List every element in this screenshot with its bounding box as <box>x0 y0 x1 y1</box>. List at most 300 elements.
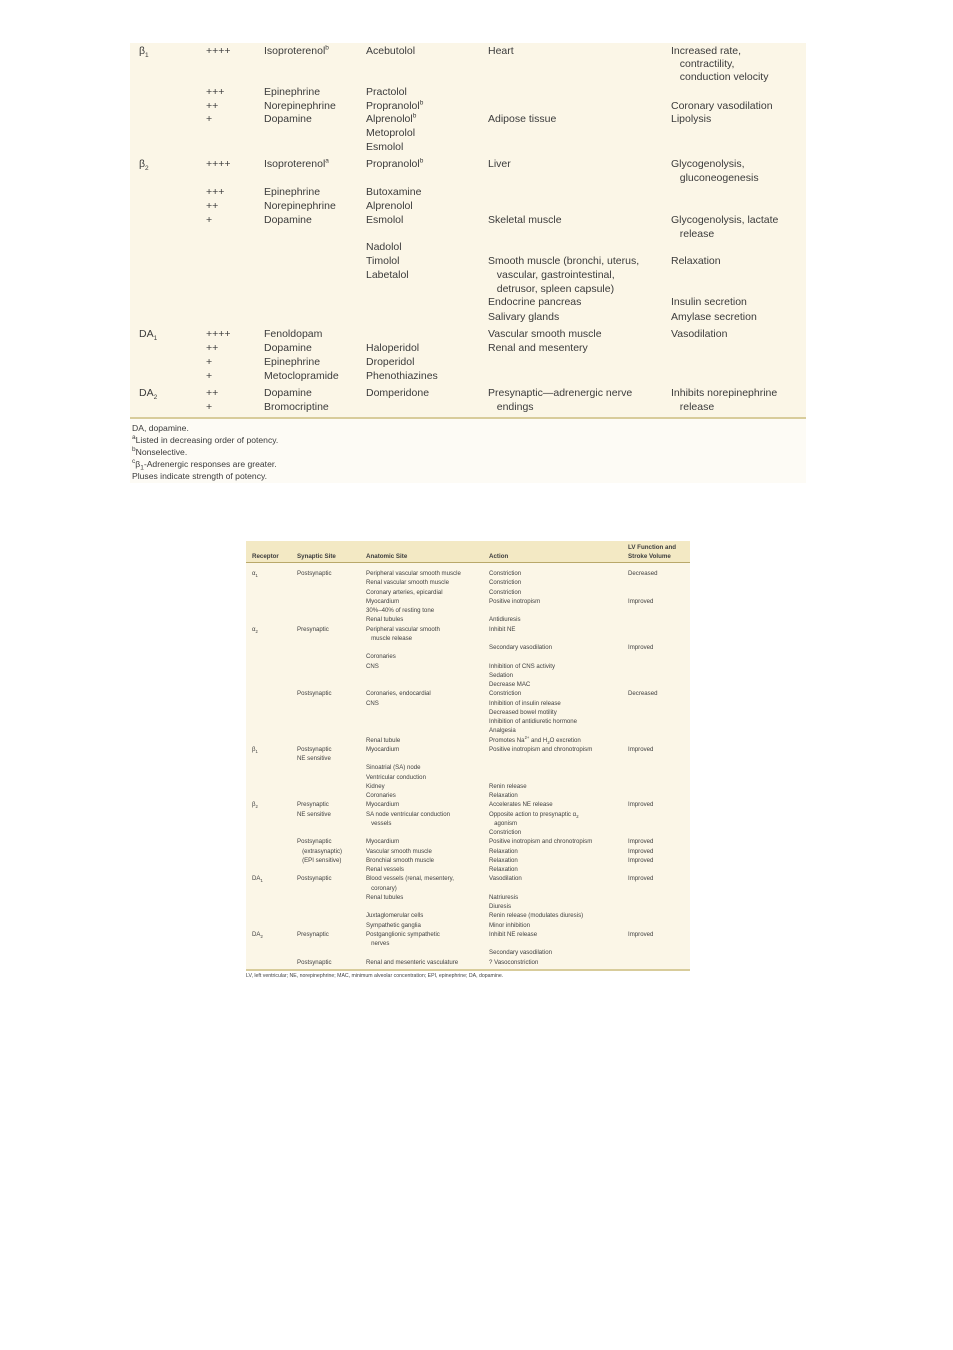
table-row <box>246 773 690 782</box>
footnote-a <box>132 434 278 446</box>
action-cell <box>489 662 555 671</box>
footnote-mark: b <box>419 99 424 107</box>
potency-cell: ++++ <box>206 45 231 57</box>
header-lv-function-line1: LV Function and <box>628 544 677 551</box>
response-cell: Relaxation <box>671 255 721 267</box>
response-cell: Lipolysis <box>671 113 712 125</box>
action-text: Sedation <box>489 671 514 679</box>
agonist-name: Metoclopramide <box>264 370 339 382</box>
table-row <box>246 615 690 624</box>
lv-function-cell: Decreased <box>628 690 658 698</box>
antagonist-name: Esmolol <box>366 141 404 153</box>
antagonist-cell <box>366 342 419 355</box>
potency-cell: + <box>206 370 213 382</box>
footnote-mark: a <box>325 157 329 165</box>
action-cell <box>489 680 530 689</box>
receptor-cell <box>139 328 157 341</box>
table-row <box>130 356 806 370</box>
response-cell: Amylase secretion <box>671 311 757 323</box>
anatomic-site-cell: vessels <box>366 819 392 827</box>
antagonist-cell <box>366 214 403 227</box>
receptor-subscript: 1 <box>153 335 158 343</box>
anatomic-site-cell: CNS <box>366 699 379 707</box>
potency-cell: ++ <box>206 387 219 399</box>
potency-cell: ++ <box>206 100 219 112</box>
lv-function-cell: Improved <box>628 838 654 846</box>
action-cell <box>489 828 521 837</box>
footnote-b <box>132 446 187 458</box>
table-row <box>130 113 806 127</box>
anatomic-site-cell: Myocardium <box>366 597 400 605</box>
header-anatomic-site: Anatomic Site <box>366 553 408 560</box>
table-row <box>246 782 690 791</box>
potency-cell: + <box>206 401 213 413</box>
table-row <box>246 884 690 893</box>
action-cell <box>489 865 518 874</box>
action-cell <box>489 874 522 883</box>
action-cell <box>489 689 521 698</box>
lv-function-cell: Improved <box>628 930 654 938</box>
tissue-cell: endings <box>488 401 534 413</box>
footnote-text: Nonselective. <box>135 447 188 457</box>
lv-function-cell: Improved <box>628 875 654 883</box>
agonist-name: Norepinephrine <box>264 200 336 212</box>
synaptic-site-cell: Postsynaptic <box>297 875 332 883</box>
action-cell <box>489 810 579 819</box>
response-cell: Coronary vasodilation <box>671 100 773 112</box>
action-text: Decrease MAC <box>489 681 531 688</box>
receptor-cell <box>252 800 258 809</box>
potency-cell: +++ <box>206 186 225 198</box>
antagonist-cell <box>366 100 423 113</box>
table-divider <box>246 969 690 971</box>
receptor-symbol: β <box>252 801 256 809</box>
potency-cell: + <box>206 214 213 226</box>
agonist-cell <box>264 86 320 99</box>
receptor-symbol: α <box>252 625 256 633</box>
action-text: Constriction <box>489 690 522 698</box>
table-row <box>246 958 690 967</box>
response-cell: release <box>671 228 715 240</box>
anatomic-site-cell: Coronaries <box>366 653 396 661</box>
antagonist-name: Propranolol <box>366 100 420 112</box>
action-cell <box>489 819 517 828</box>
anatomic-site-cell: CNS <box>366 662 379 670</box>
agonist-cell <box>264 342 312 355</box>
anatomic-site-cell: Ventricular conduction <box>366 773 426 781</box>
action-cell <box>489 911 583 920</box>
table-row <box>246 680 690 689</box>
agonist-cell <box>264 113 312 126</box>
action-cell <box>489 736 581 745</box>
table-row <box>246 819 690 828</box>
action-cell <box>489 847 518 856</box>
agonist-cell <box>264 186 320 199</box>
receptor-symbol: β <box>139 45 146 57</box>
tissue-cell: Salivary glands <box>488 311 560 323</box>
potency-cell: + <box>206 356 213 368</box>
lv-function-cell: Improved <box>628 745 654 753</box>
tissue-cell: Presynaptic—adrenergic nerve <box>488 387 633 399</box>
agonist-name: Dopamine <box>264 113 312 125</box>
antagonist-cell <box>366 158 423 171</box>
table-row <box>130 255 806 269</box>
action-text: Inhibition of insulin release <box>489 699 561 707</box>
anatomic-site-cell: coronary) <box>366 884 397 892</box>
antagonist-name: Butoxamine <box>366 186 422 198</box>
receptor-subscript: 1 <box>255 748 258 754</box>
action-text: Renin release <box>489 782 527 790</box>
antagonist-cell <box>366 127 415 140</box>
action-cell <box>489 745 592 754</box>
receptor-symbol: DA <box>252 875 261 883</box>
table-row <box>130 296 806 310</box>
anatomic-site-cell: Sinoatrial (SA) node <box>366 764 421 772</box>
action-text: Inhibit NE <box>489 625 516 633</box>
receptor-cell <box>252 745 258 754</box>
action-text: Secondary vasodilation <box>489 949 553 957</box>
potency-cell: ++ <box>206 342 219 354</box>
lv-function-cell: Improved <box>628 644 654 651</box>
synaptic-site-cell: NE sensitive <box>297 810 331 818</box>
table-row <box>130 228 806 242</box>
table-header <box>246 541 690 562</box>
footnote-mark: c <box>132 458 136 466</box>
action-cell <box>489 782 527 791</box>
footnote-subscript: 1 <box>140 464 144 472</box>
action-cell <box>489 615 521 624</box>
tissue-cell: Liver <box>488 158 511 170</box>
anatomic-site-cell: 30%–40% of resting tone <box>366 607 435 614</box>
antagonist-cell <box>366 356 414 369</box>
table-row <box>246 865 690 874</box>
agonist-name: Bromocriptine <box>264 401 329 413</box>
table-row <box>246 625 690 634</box>
synaptic-site-cell: Presynaptic <box>297 625 329 633</box>
response-cell: conduction velocity <box>671 71 769 83</box>
receptor-symbol: DA <box>139 328 154 340</box>
table-footnote: LV, left ventricular; NE, norepinephrine; MAC, minimum alveolar concentration; EPI, epinephrine; DA, dopamine. <box>246 973 504 979</box>
receptor-subscript: 1 <box>145 52 149 60</box>
response-cell: contractility, <box>671 58 735 70</box>
receptor-subscript: 1 <box>255 573 258 579</box>
table-row <box>130 172 806 186</box>
action-text: Secondary vasodilation <box>489 644 553 651</box>
anatomic-site-cell: Renal vascular smooth muscle <box>366 579 449 587</box>
synaptic-site-cell: Postsynaptic <box>297 690 332 698</box>
action-text: Renin release (modulates diuresis) <box>489 912 584 920</box>
table-row <box>246 699 690 708</box>
agonist-name: Dopamine <box>264 214 312 226</box>
potency-cell: ++++ <box>206 158 231 170</box>
header-rule <box>246 562 690 563</box>
antagonist-name: Nadolol <box>366 241 402 253</box>
action-text: Positive inotropism and chronotropism <box>489 745 593 753</box>
anatomic-site-cell: Renal tubules <box>366 893 404 901</box>
receptor-subscript: 2 <box>260 933 263 939</box>
antagonist-cell <box>366 186 421 199</box>
header-action: Action <box>489 553 509 560</box>
table-row <box>246 754 690 763</box>
receptor-subscript: 2 <box>145 165 149 173</box>
table-row <box>130 342 806 356</box>
agonist-name: Epinephrine <box>264 186 321 198</box>
antagonist-name: Alprenolol <box>366 113 413 125</box>
footnote-mark: b <box>325 44 329 52</box>
anatomic-site-cell: Peripheral vascular smooth <box>366 625 440 633</box>
anatomic-site-cell: Postganglionic sympathetic <box>366 930 440 938</box>
anatomic-site-cell: Myocardium <box>366 801 400 809</box>
footnote-text: -Adrenergic responses are greater. <box>143 459 277 469</box>
action-cell <box>489 597 540 606</box>
action-text: Promotes Na <box>489 736 525 744</box>
action-cell <box>489 625 515 634</box>
receptor-subscript: 1 <box>260 878 263 884</box>
agonist-cell <box>264 370 339 383</box>
anatomic-site-cell: Myocardium <box>366 745 400 753</box>
agonist-cell <box>264 214 312 227</box>
tissue-cell: Heart <box>488 45 514 57</box>
table-row <box>246 874 690 883</box>
table-row <box>246 708 690 717</box>
table-row <box>246 588 690 597</box>
response-cell: Glycogenolysis, <box>671 158 745 170</box>
action-cell <box>489 921 530 930</box>
anatomic-site-cell: Vascular smooth muscle <box>366 847 432 855</box>
action-cell <box>489 717 577 726</box>
agonist-name: Epinephrine <box>264 86 321 98</box>
receptor-cell <box>252 930 263 939</box>
agonist-cell <box>264 356 320 369</box>
anatomic-site-cell: Blood vessels (renal, mesentery, <box>366 875 454 883</box>
table-row <box>246 810 690 819</box>
antagonist-cell <box>366 45 415 58</box>
tissue-cell: detrusor, spleen capsule) <box>488 283 615 295</box>
agonist-name: Dopamine <box>264 342 312 354</box>
table-row <box>246 800 690 809</box>
synaptic-site-cell: (EPI sensitive) <box>297 856 342 864</box>
action-cell <box>489 893 518 902</box>
antagonist-cell <box>366 370 438 383</box>
receptor-symbol: DA <box>139 387 154 399</box>
table-row <box>246 726 690 735</box>
response-cell: Vasodilation <box>671 328 728 340</box>
table-row <box>246 671 690 680</box>
table-row <box>130 200 806 214</box>
agonist-name: Isoproterenol <box>264 45 326 57</box>
table-row <box>130 328 806 342</box>
table-row <box>246 643 690 652</box>
lv-function-cell: Improved <box>628 847 654 855</box>
table-row <box>246 606 690 615</box>
antagonist-name: Haloperidol <box>366 342 420 354</box>
action-text: Opposite action to presynaptic α <box>489 810 577 818</box>
table-row <box>246 828 690 837</box>
antagonist-cell <box>366 387 429 400</box>
receptor-cell <box>139 387 157 400</box>
action-text: Constriction <box>489 579 522 587</box>
antagonist-name: Droperidol <box>366 356 415 368</box>
response-cell: Insulin secretion <box>671 296 747 308</box>
antagonist-name: Alprenolol <box>366 200 413 212</box>
antagonist-name: Domperidone <box>366 387 430 399</box>
antagonist-name: Labetalol <box>366 269 409 281</box>
action-text: Relaxation <box>489 866 518 873</box>
antagonist-cell <box>366 86 407 99</box>
receptor-cell <box>252 625 258 634</box>
agonist-cell <box>264 158 329 171</box>
action-text: Inhibit NE release <box>489 930 538 938</box>
table-row <box>246 930 690 939</box>
action-cell <box>489 958 538 967</box>
anatomic-site-cell: Peripheral vascular smooth muscle <box>366 570 461 577</box>
antagonist-cell <box>366 113 416 126</box>
anatomic-site-cell: Myocardium <box>366 838 400 846</box>
tissue-cell: Adipose tissue <box>488 113 557 125</box>
agonist-name: Norepinephrine <box>264 100 336 112</box>
table-row <box>246 837 690 846</box>
response-cell: Inhibits norepinephrine <box>671 387 778 399</box>
response-cell: release <box>671 401 715 413</box>
potency-cell: +++ <box>206 86 225 98</box>
tissue-cell: Smooth muscle (bronchi, uterus, <box>488 255 640 267</box>
lv-function-cell: Improved <box>628 597 654 605</box>
table-row <box>130 311 806 325</box>
receptor-cell <box>252 569 258 578</box>
table-row <box>130 387 806 401</box>
action-cell <box>489 699 561 708</box>
anatomic-site-cell: Renal tubule <box>366 736 401 744</box>
footnote-pluses <box>132 470 267 482</box>
table-row <box>130 241 806 255</box>
action-text: Analgesia <box>489 727 516 735</box>
table-row <box>130 214 806 228</box>
receptor-symbol: β <box>252 745 256 753</box>
table-row <box>130 71 806 85</box>
action-text: Accelerates NE release <box>489 801 553 809</box>
table-row <box>246 856 690 865</box>
footnote-c <box>132 458 277 470</box>
table-row <box>130 370 806 384</box>
table-row <box>130 86 806 100</box>
table-row <box>246 745 690 754</box>
footnote-text: Listed in decreasing order of potency. <box>135 435 279 445</box>
receptor-physiology-table <box>246 541 690 969</box>
receptor-potency-table <box>130 43 806 417</box>
agonist-cell <box>264 401 329 414</box>
action-text: Decreased bowel motility <box>489 708 557 716</box>
table-row <box>246 634 690 643</box>
anatomic-site-cell: nerves <box>366 940 390 947</box>
antagonist-cell <box>366 200 413 213</box>
table-row <box>130 158 806 172</box>
table-row <box>130 186 806 200</box>
action-cell <box>489 800 553 809</box>
anatomic-site-cell: Renal vessels <box>366 866 404 873</box>
action-cell <box>489 726 516 735</box>
action-cell <box>489 708 557 717</box>
action-superscript: 2+ <box>524 734 530 740</box>
action-text: Relaxation <box>489 847 518 855</box>
tissue-cell: Endocrine pancreas <box>488 296 582 308</box>
anatomic-site-cell: Bronchial smooth muscle <box>366 856 435 864</box>
action-cell <box>489 671 513 680</box>
lv-function-cell: Decreased <box>628 570 658 577</box>
action-text: O excretion <box>549 736 581 744</box>
anatomic-site-cell: Coronaries, endocardial <box>366 690 431 698</box>
table-row <box>246 717 690 726</box>
table-row <box>246 911 690 920</box>
table-row <box>246 948 690 957</box>
footnote-text: Pluses indicate strength of potency. <box>132 471 268 481</box>
action-text: Relaxation <box>489 792 518 799</box>
agonist-name: Dopamine <box>264 387 312 399</box>
synaptic-site-cell: Postsynaptic <box>297 745 332 753</box>
response-cell: Glycogenolysis, lactate <box>671 214 779 226</box>
header-lv-function-line2: Stroke Volume <box>628 553 671 560</box>
response-cell: gluconeogenesis <box>671 172 759 184</box>
antagonist-name: Phenothiazines <box>366 370 438 382</box>
anatomic-site-cell: muscle release <box>366 634 413 642</box>
agonist-cell <box>264 387 312 400</box>
anatomic-site-cell: Coronary arteries, epicardial <box>366 588 443 596</box>
agonist-cell <box>264 100 336 113</box>
action-text: Relaxation <box>489 856 518 864</box>
action-cell <box>489 588 521 597</box>
table-row <box>130 127 806 141</box>
table-row <box>130 58 806 72</box>
antagonist-name: Propranolol <box>366 158 420 170</box>
action-subscript: 2 <box>576 813 579 819</box>
action-cell <box>489 578 521 587</box>
action-text: ? Vasoconstriction <box>489 958 539 966</box>
action-text: Constriction <box>489 829 522 836</box>
table-row <box>246 736 690 745</box>
anatomic-site-cell: SA node ventricular conduction <box>366 810 451 818</box>
antagonist-cell <box>366 141 403 154</box>
action-text: Positive inotropism and chronotropism <box>489 838 593 846</box>
synaptic-site-cell: Postsynaptic <box>297 570 332 577</box>
action-text: Diuresis <box>489 903 512 910</box>
footnote-da <box>132 422 189 434</box>
antagonist-name: Practolol <box>366 86 407 98</box>
receptor-symbol: α <box>252 570 256 577</box>
table-row <box>130 45 806 59</box>
action-cell <box>489 643 552 652</box>
action-text: Inhibition of CNS activity <box>489 662 556 670</box>
lv-function-cell: Improved <box>628 801 654 809</box>
table-row <box>130 141 806 155</box>
table-row <box>246 939 690 948</box>
table-row <box>246 902 690 911</box>
receptor-symbol: β <box>139 158 146 170</box>
receptor-subscript: 2 <box>255 628 258 634</box>
action-cell <box>489 791 518 800</box>
agonist-name: Epinephrine <box>264 356 321 368</box>
action-text: agonism <box>489 819 518 827</box>
potency-cell: ++ <box>206 200 219 212</box>
footnote-text: DA, dopamine. <box>132 423 189 433</box>
footnote-mark: b <box>419 157 424 165</box>
action-cell <box>489 902 511 911</box>
synaptic-site-cell: Postsynaptic <box>297 838 332 846</box>
receptor-cell <box>139 45 149 58</box>
synaptic-site-cell: Presynaptic <box>297 930 329 938</box>
synaptic-site-cell: Postsynaptic <box>297 958 332 966</box>
action-cell <box>489 837 592 846</box>
action-cell <box>489 930 537 939</box>
anatomic-site-cell: Kidney <box>366 782 385 790</box>
